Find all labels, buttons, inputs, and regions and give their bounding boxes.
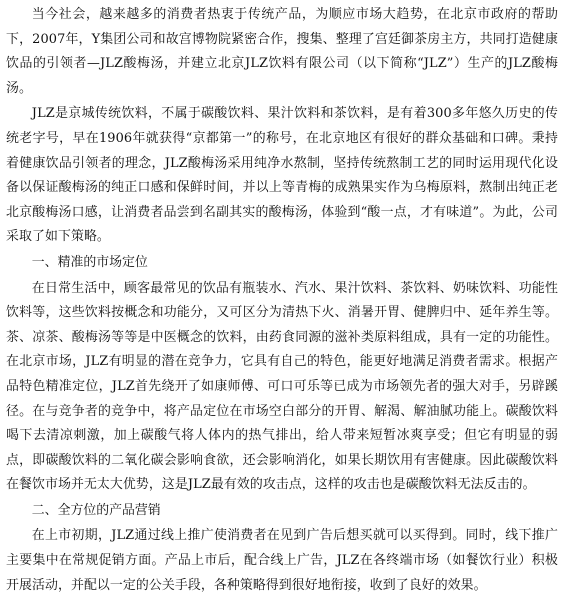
intro-paragraph: 当今社会，越来越多的消费者热衷于传统产品，为顺应市场大趋势，在北京市政府的帮助下，2007年，Y集团公司和故宫博物院紧密合作，搜集、整理了宫廷御茶房主方，共同打造健康饮品的引领者—JLZ酸梅汤，并建立北京JLZ饮料有限公司（以下简称“JLZ”）生产的JLZ酸梅汤。 [6, 7, 558, 96]
section-1-paragraph: 在日常生活中，顾客最常见的饮品有瓶装水、汽水、果汁饮料、茶饮料、奶味饮料、功能性饮料等，这些饮料按概念和功能分，又可区分为清热下火、消暑开胃、健脾归中、延年养生等。茶、凉茶、酸梅汤等等是中医概念的饮料，由药食同源的滋补类原料组成，具有一定的功能性。在北京市场，JLZ有明显的潜在竞争力，它具有自己的特色，能更好地满足消费者需求。根据产品特色精准定位，JLZ首先绕开了如康师傅、可口可乐等已成为市场领先者的强大对手，另辟蹊径。在与竞争者的竞争中，将产品定位在市场空白部分的开胃、解渴、解油腻功能上。碳酸饮料喝下去清凉刺激，加上碳酸气将人体内的热气排出，给人带来短暂冰爽享受；但它有明显的弱点，即碳酸饮料的二氧化碳会影响食欲，还会影响消化，如果长期饮用有害健康。因此碳酸饮料在餐饮市场并无太大优势，这是JLZ最有效的攻击点，这样的攻击也是碳酸饮料无法反击的。 [6, 280, 558, 493]
background-paragraph: JLZ是京城传统饮料，不属于碳酸饮料、果汁饮料和茶饮料，是有着300多年悠久历史的传统老字号，早在1906年就获得“京都第一”的称号，在北京地区有很好的群众基础和口碑。秉持着健康饮品引领者的理念，JLZ酸梅汤采用纯净水熬制，坚持传统熬制工艺的同时运用现代化设备以保证酸梅汤的纯正口感和保鲜时间，并以上等青梅的成熟果实作为乌梅原料，熬制出纯正老北京酸梅汤口感，让消费者品尝到名副其实的酸梅汤，体验到“酸一点，才有味道”。为此，公司采取了如下策略。 [6, 106, 558, 245]
section-2-paragraph: 在上市初期，JLZ通过线上推广使消费者在见到广告后想买就可以买得到。同时，线下推广主要集中在常规促销方面。产品上市后，配合线上广告，JLZ在各终端市场（如餐饮行业）积极开展活动，并配以一定的公关手段，各种策略得到很好地衔接，收到了良好的效果。 [6, 528, 558, 593]
section-1-heading: 一、精准的市场定位 [31, 254, 148, 270]
section-2-heading: 二、全方位的产品营销 [31, 502, 161, 518]
